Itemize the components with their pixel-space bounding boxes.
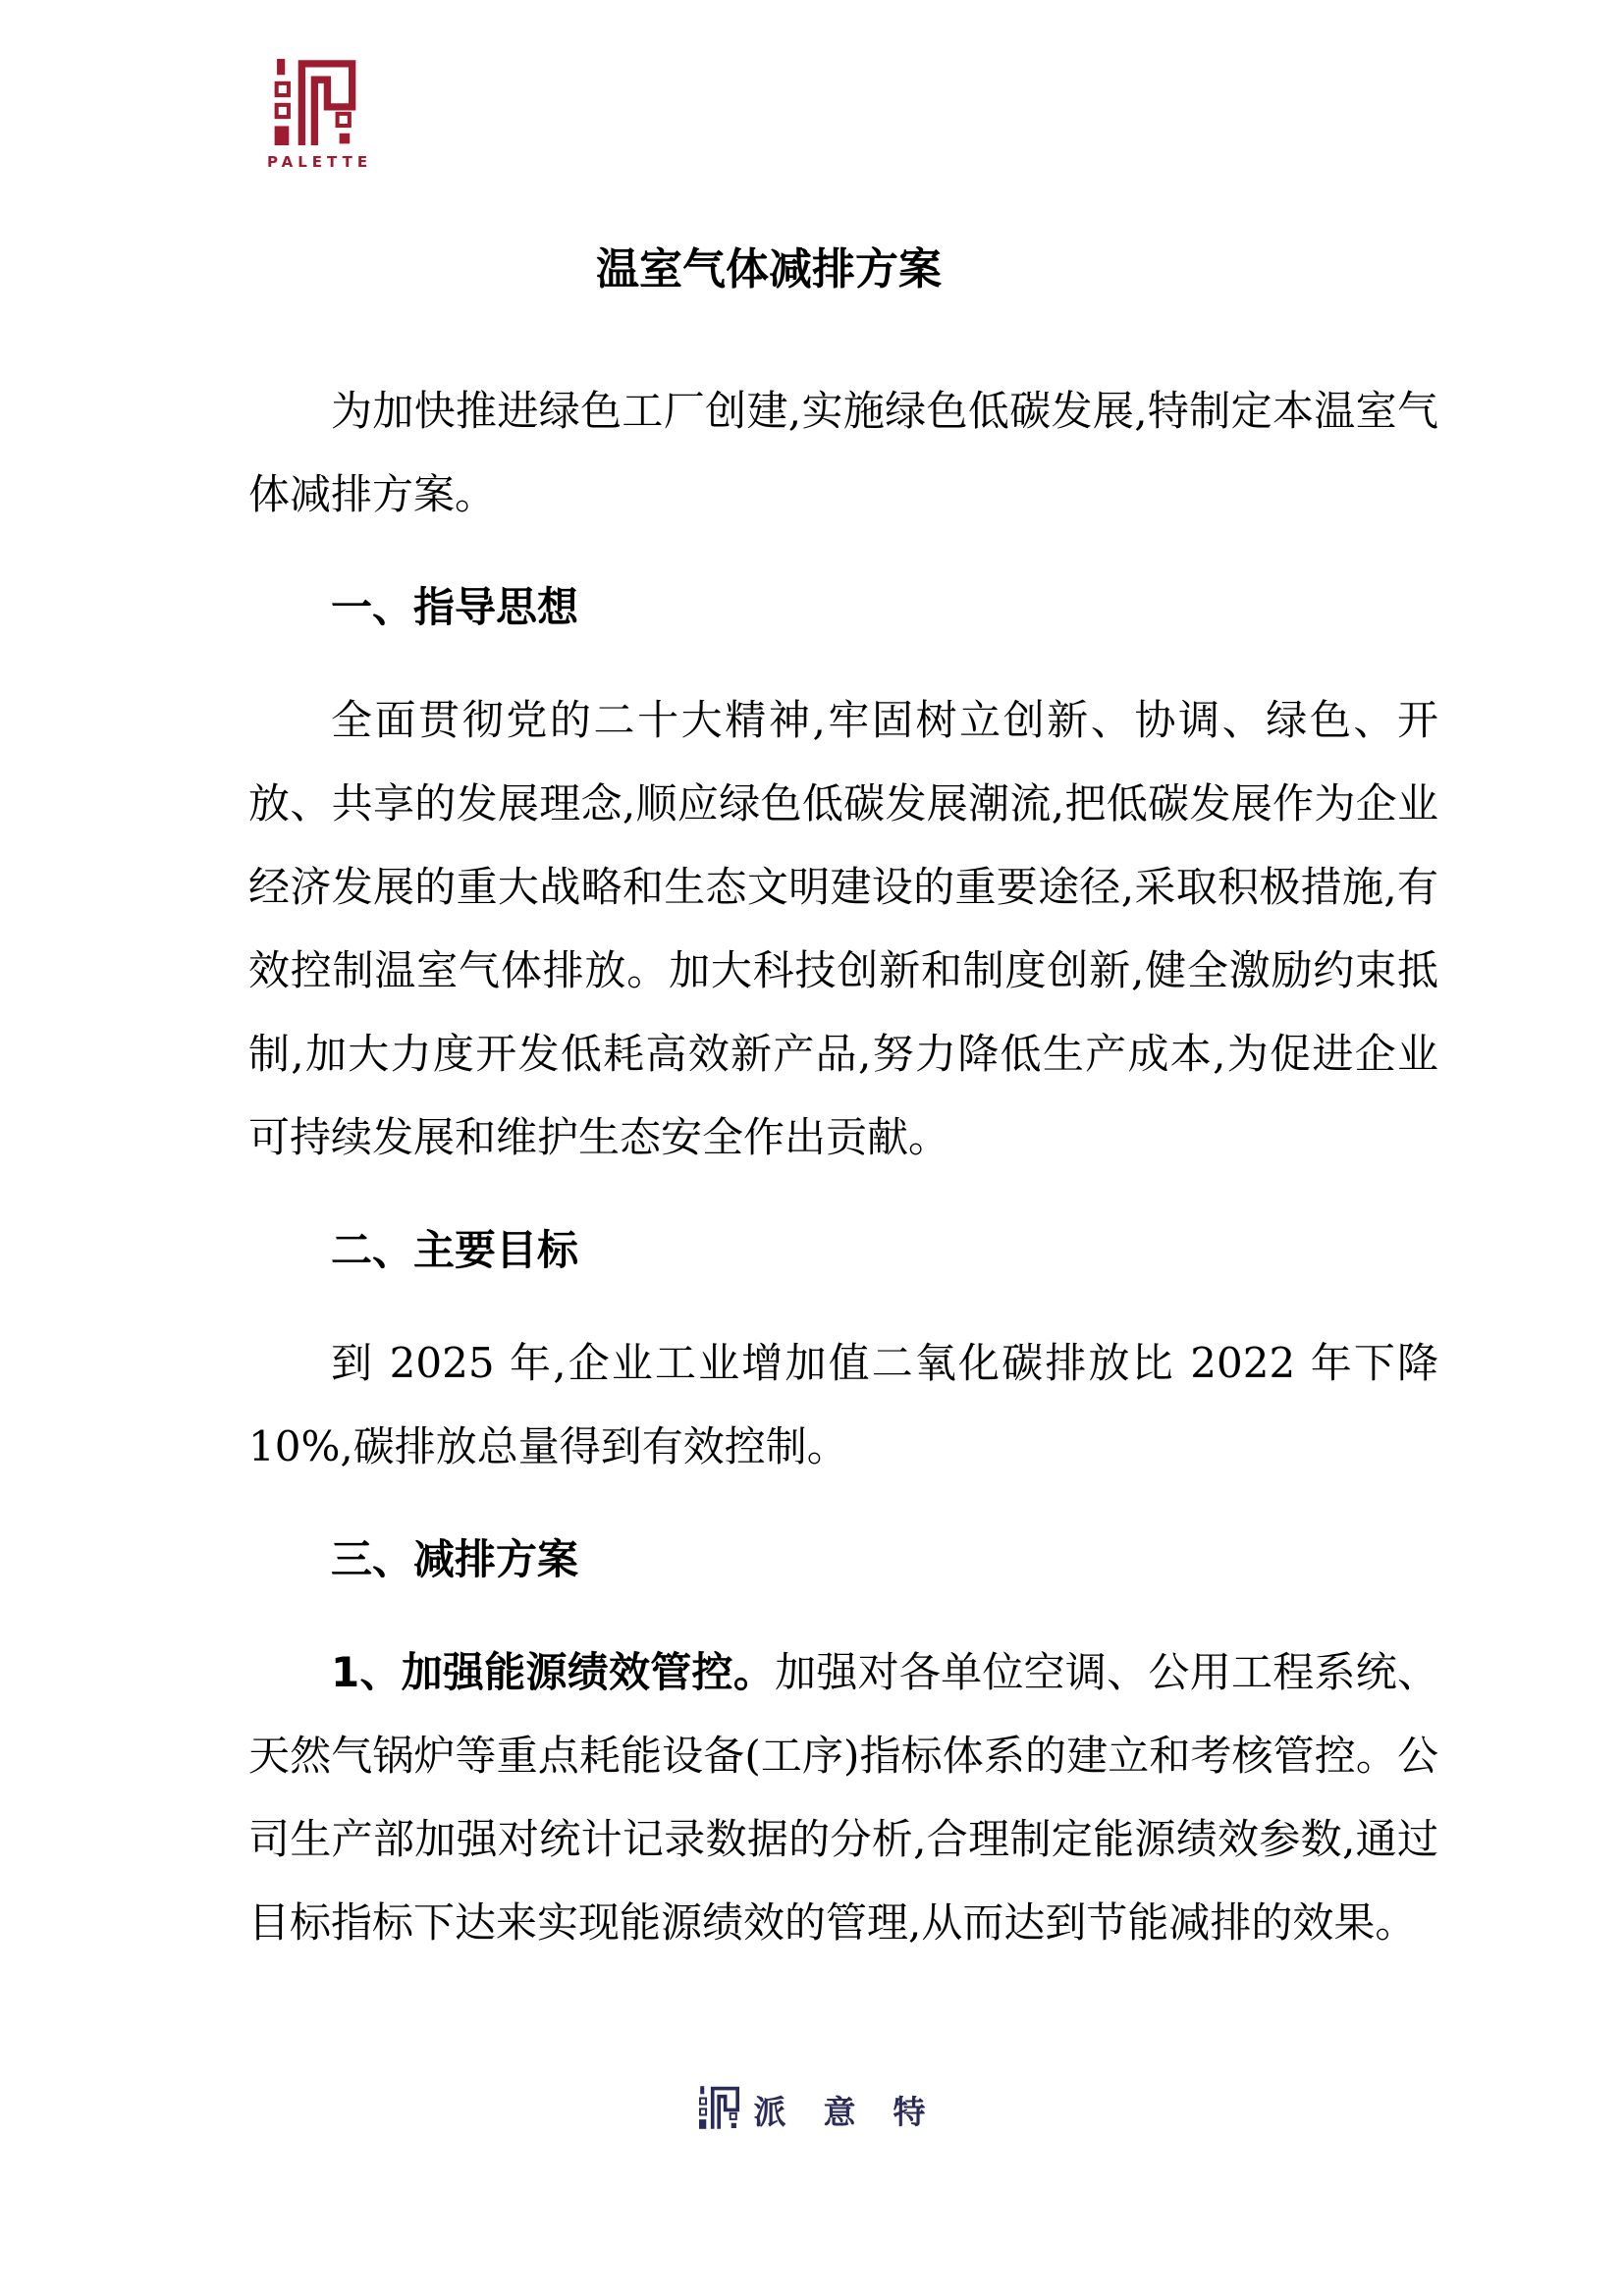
palette-logo-wordmark: PALETTE <box>267 153 373 171</box>
section-heading-main-targets: 二、主要目标 <box>331 1226 579 1274</box>
footer-maze-icon <box>699 2085 740 2134</box>
footer-brand-name: 派意特 <box>753 2092 963 2131</box>
footer-brand <box>0 2085 1624 2134</box>
section-paragraph-reduction-item-1 <box>248 1630 1438 1964</box>
document-body <box>248 0 1438 1964</box>
section-paragraph-guiding-ideology: 全面贯彻党的二十大精神,牢固树立创新、协调、绿色、开放、共享的发展理念,顺应绿色低碳发展潮流,把低碳发展作为企业经济发展的重大战略和生态文明建设的重要途径,采取积极措施,有效控制温室气体排放。加大科技创新和制度创新,健全激励约束抵制,加大力度开发低耗高效新产品,努力降低生产成本,为促进企业可持续发展和维护生态安全作出贡献。 <box>248 696 1438 1161</box>
section-heading-reduction-plan: 三、减排方案 <box>331 1535 579 1583</box>
reduction-item-1-lead: 1、加强能源绩效管控。 <box>331 1648 776 1696</box>
intro-paragraph: 为加快推进绿色工厂创建,实施绿色低碳发展,特制定本温室气体减排方案。 <box>248 387 1438 518</box>
reduction-item-1-text: 加强对各单位空调、公用工程系统、天然气锅炉等重点耗能设备(工序)指标体系的建立和考核管控。公司生产部加强对统计记录数据的分析,合理制定能源绩效参数,通过目标指标下达来实现能源绩效的管理,从而达到节能减排的效果。 <box>248 1648 1438 1947</box>
section-heading-guiding-ideology: 一、指导思想 <box>331 583 579 631</box>
document-title: 温室气体减排方案 <box>596 244 942 294</box>
section-paragraph-main-targets: 到 2025 年,企业工业增加值二氧化碳排放比 2022 年下降 10%,碳排放总量得到有效控制。 <box>248 1339 1438 1470</box>
